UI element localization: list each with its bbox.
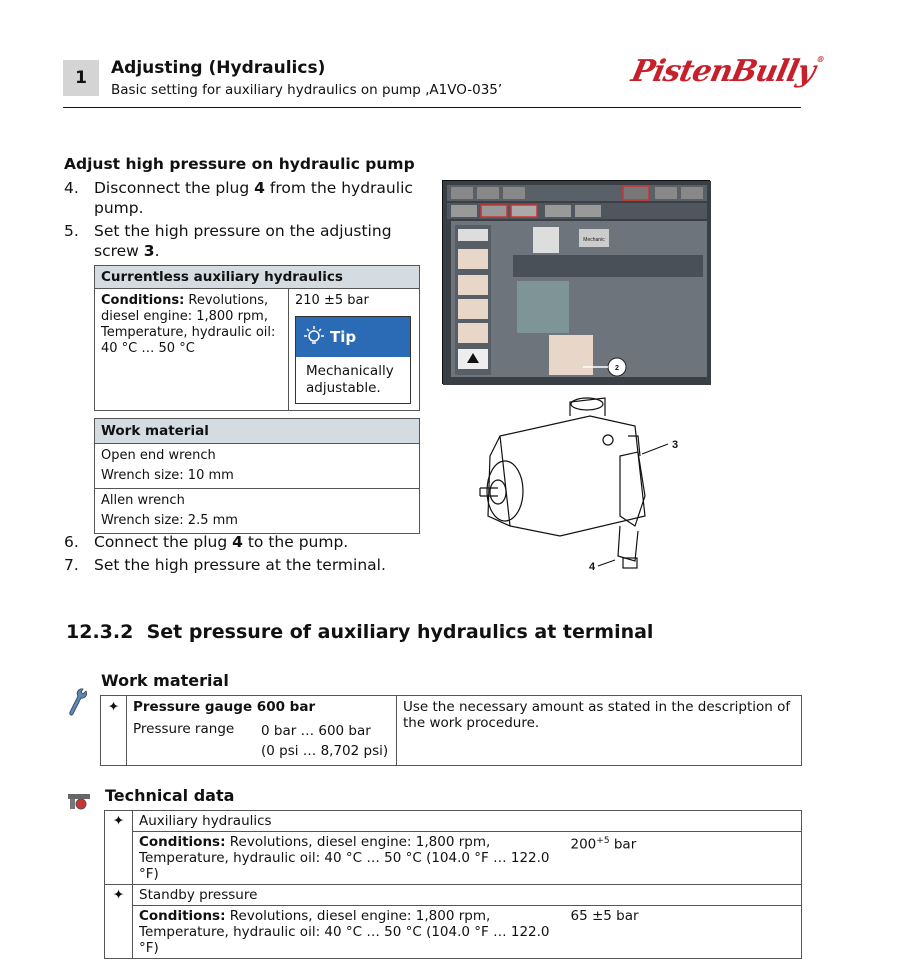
hydraulic-pump-drawing: [470, 396, 700, 580]
pump-callout-3: 3: [672, 439, 679, 451]
step-5: 5. Set the high pressure on the adjusting screw 3.: [64, 222, 392, 260]
tip-header: Tip: [296, 317, 410, 357]
wrench-icon: [66, 686, 88, 718]
screen-mechanic-label: Mechanic: [583, 237, 605, 243]
tip-box: [295, 316, 411, 404]
pump-callout-4: 4: [589, 561, 596, 573]
page-subtitle: Basic setting for auxiliary hydraulics on pump ‚A1VO-035’: [111, 82, 503, 98]
page-title: Adjusting (Hydraulics): [111, 58, 326, 78]
gauge-name: Pressure gauge 600 bar: [133, 699, 316, 715]
screen-callout-2: 2: [615, 365, 619, 372]
work-material-row: Open end wrench Wrench size: 10 mm: [95, 444, 420, 489]
range-label: Pressure range: [133, 721, 235, 737]
gauge-cell: [127, 696, 397, 766]
aux-label: Auxiliary hydraulics: [133, 811, 802, 832]
step-6: 6. Connect the plug 4 to the pump.: [64, 533, 349, 551]
pressure-gauge-table: [100, 695, 802, 766]
crosshair-icon: ✦: [101, 696, 127, 766]
aux-value: $200^{+5}$ bar: [565, 832, 802, 885]
technical-data-heading: Technical data: [105, 786, 235, 805]
range-psi: (0 psi … 8,702 psi): [261, 743, 389, 759]
technical-data-table: [104, 810, 802, 959]
adjust-heading: Adjust high pressure on hydraulic pump: [64, 155, 415, 173]
step-4: 4. Disconnect the plug 4 from the hydraulic pump.: [64, 179, 413, 217]
lightbulb-icon: [302, 325, 326, 349]
terminal-ui-graphic: [443, 181, 711, 385]
standby-conditions: Conditions: Revolutions, diesel engine: 1,800 rpm, Temperature, hydraulic oil: 40 °C … 50 °C (104.0 °F … 122.0 °F): [133, 906, 565, 959]
aux-conditions: Conditions: Revolutions, diesel engine: 1,800 rpm, Temperature, hydraulic oil: 40 °C … 50 °C (104.0 °F … 122.0 °F): [133, 832, 565, 885]
currentless-header: Currentless auxiliary hydraulics: [95, 266, 420, 289]
currentless-value-cell: [289, 289, 420, 411]
header-divider: [63, 107, 801, 108]
caliper-icon: [66, 790, 92, 812]
currentless-value: 210 ±5 bar: [295, 293, 369, 308]
work-material-header: Work material: [95, 419, 420, 444]
chapter-number: 1: [63, 60, 99, 96]
section-heading: 12.3.2 Set pressure of auxiliary hydraulics at terminal: [66, 621, 654, 643]
tip-text: Mechanically adjustable.: [306, 363, 394, 396]
work-material-table: [94, 418, 420, 534]
crosshair-icon: ✦: [105, 811, 133, 885]
work-material-heading: Work material: [101, 671, 229, 690]
crosshair-icon: ✦: [105, 885, 133, 959]
step-7: 7. Set the high pressure at the terminal.: [64, 556, 386, 574]
range-bar: 0 bar … 600 bar: [261, 723, 371, 739]
terminal-screenshot: [442, 180, 710, 384]
currentless-conditions: Conditions: Revolutions, diesel engine: 1,800 rpm, Temperature, hydraulic oil: 40 °C … 50 °C: [95, 289, 289, 411]
standby-value: 65 ±5 bar: [565, 906, 802, 959]
work-material-row: Allen wrench Wrench size: 2.5 mm: [95, 489, 420, 534]
brand-logo: PistenBully®: [628, 54, 825, 89]
standby-label: Standby pressure: [133, 885, 802, 906]
gauge-note: Use the necessary amount as stated in the description of the work procedure.: [397, 696, 802, 766]
currentless-table: [94, 265, 420, 411]
